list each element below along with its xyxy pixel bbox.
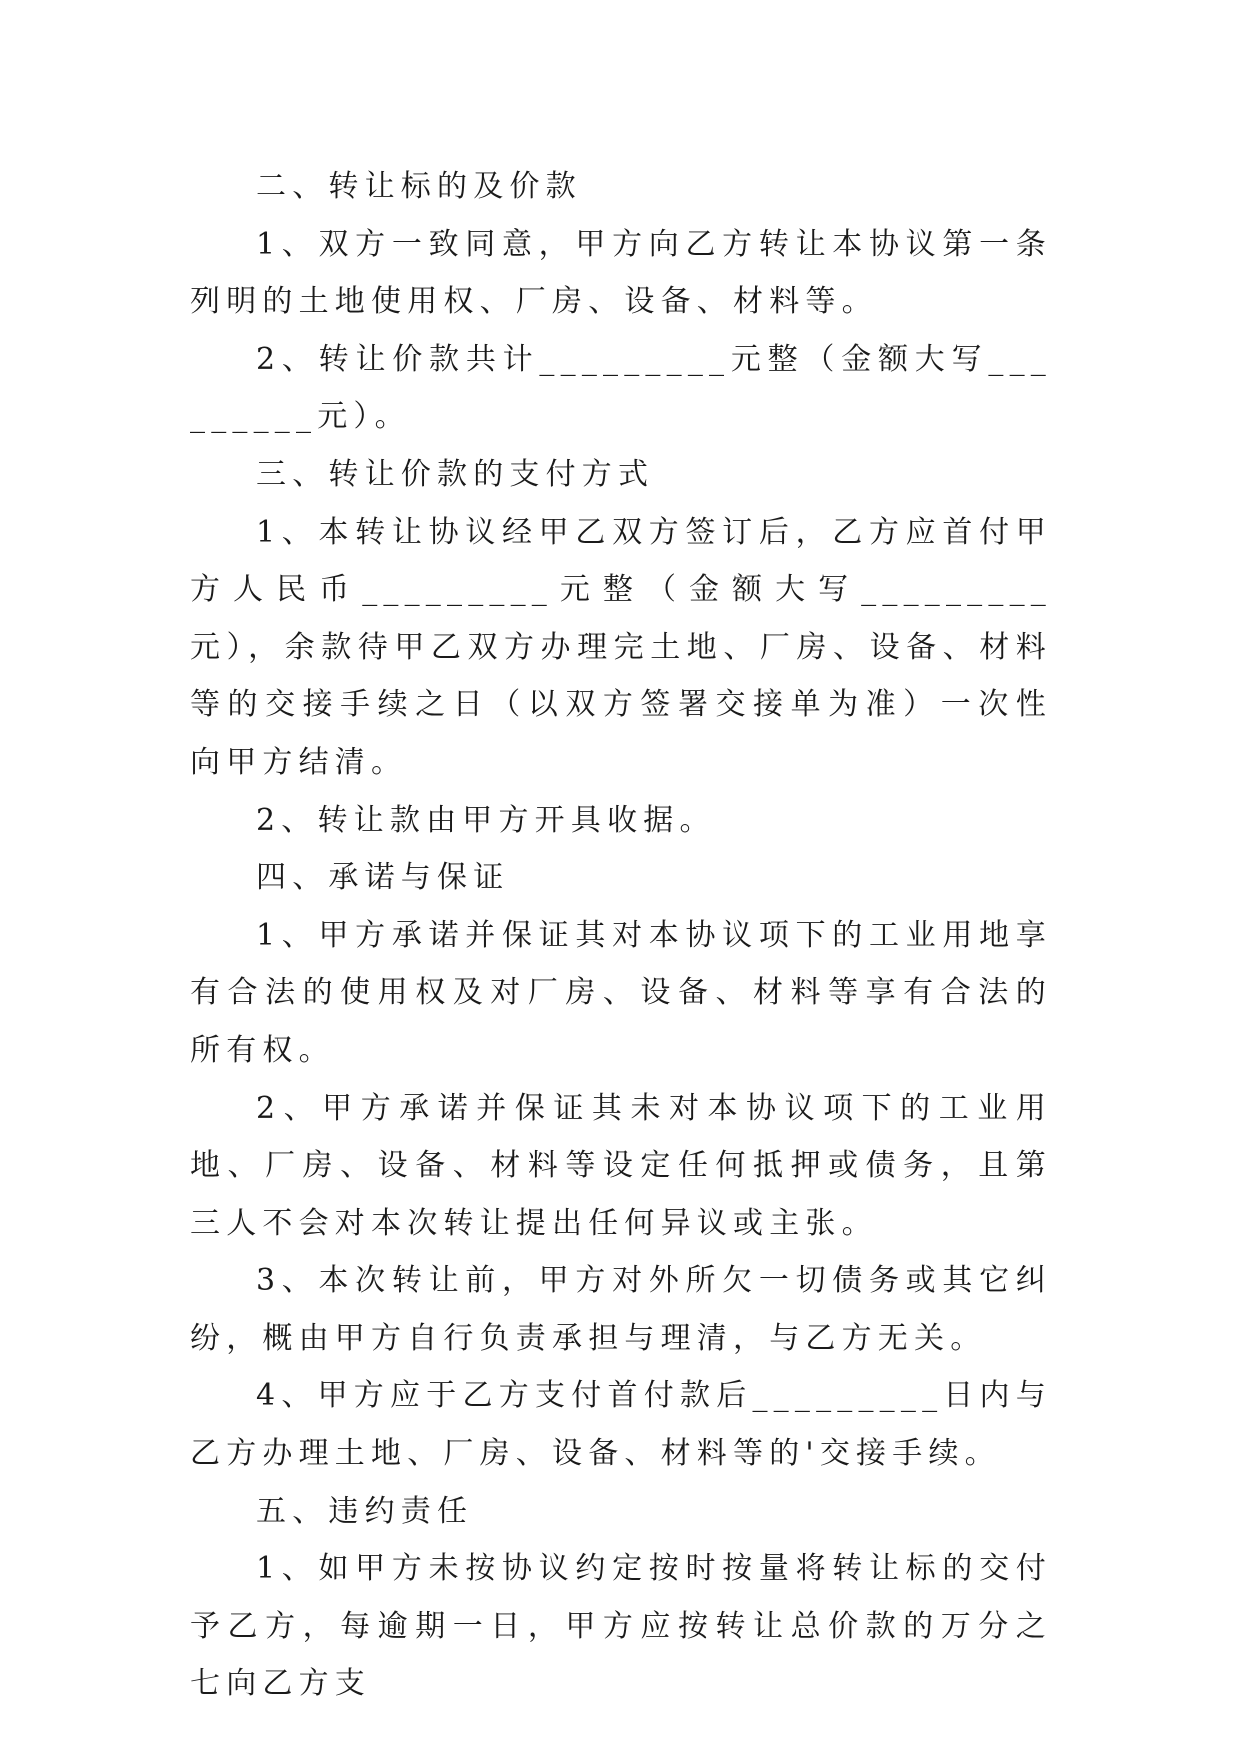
clause-paragraph: 1、本转让协议经甲乙双方签订后，乙方应首付甲方人民币_________元整（金额大写_________元），余款待甲乙双方办理完土地、厂房、设备、材料等的交接手续之日（以双方签署交接单为准）一次性向甲方结清。	[190, 514, 1052, 780]
clause-paragraph: 2、转让价款共计_________元整（金额大写_________元）。	[190, 341, 1052, 435]
section-heading-commitments: 四、承诺与保证	[256, 860, 510, 896]
clause-paragraph: 1、双方一致同意，甲方向乙方转让本协议第一条列明的土地使用权、厂房、设备、材料等。	[190, 226, 1052, 320]
clause-paragraph: 2、甲方承诺并保证其未对本协议项下的工业用地、厂房、设备、材料等设定任何抵押或债务，且第三人不会对本次转让提出任何异议或主张。	[190, 1090, 1052, 1241]
clause-paragraph: 4、甲方应于乙方支付首付款后_________日内与乙方办理土地、厂房、设备、材料等的'交接手续。	[190, 1378, 1052, 1472]
clause-paragraph: 1、甲方承诺并保证其对本协议项下的工业用地享有合法的使用权及对厂房、设备、材料等享有合法的所有权。	[190, 917, 1052, 1068]
document-body	[190, 158, 1052, 1713]
clause-paragraph: 3、本次转让前，甲方对外所欠一切债务或其它纠纷，概由甲方自行负责承担与理清，与乙方无关。	[190, 1263, 1052, 1356]
section-heading-payment-method: 三、转让价款的支付方式	[256, 456, 655, 492]
clause-paragraph: 1、如甲方未按协议约定按时按量将转让标的交付予乙方，每逾期一日，甲方应按转让总价款的万分之七向乙方支	[190, 1551, 1052, 1702]
clause-paragraph: 2、转让款由甲方开具收据。	[256, 802, 716, 838]
section-heading-liability: 五、违约责任	[256, 1493, 474, 1529]
section-heading-transfer-subject: 二、转让标的及价款	[256, 169, 582, 204]
